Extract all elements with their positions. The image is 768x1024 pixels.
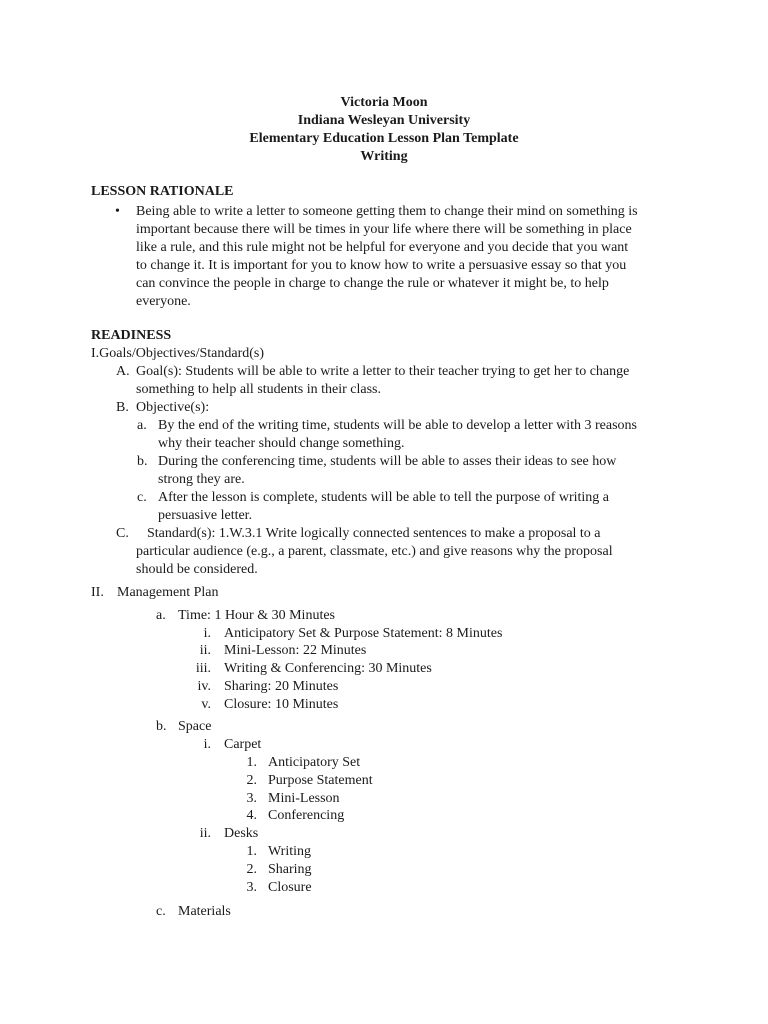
time-item-label: iv.: [197, 679, 211, 694]
objective-label: c.: [137, 490, 147, 505]
materials-label: c.: [156, 904, 166, 919]
time-label: a.: [156, 608, 166, 623]
template-title: Elementary Education Lesson Plan Template: [249, 131, 519, 146]
time-item: Closure: 10 Minutes: [224, 697, 339, 712]
goal-label: A.: [116, 364, 130, 379]
desks-item: Closure: [268, 880, 312, 895]
carpet-title: Carpet: [224, 737, 262, 752]
objective-line: By the end of the writing time, students will be able to develop a letter with 3 reasons: [158, 418, 638, 433]
carpet-item-label: 1.: [246, 755, 257, 770]
rationale-line: to change it. It is important for you to know how to write a persuasive essay so that you: [136, 258, 627, 273]
management-title: Management Plan: [117, 585, 219, 600]
rationale-line: important because there will be times in your life where there will be something in place: [136, 222, 632, 237]
rationale-bullet: •: [115, 204, 120, 219]
objective-label: a.: [137, 418, 147, 433]
time-item-label: ii.: [199, 643, 211, 658]
subject-title: Writing: [360, 149, 408, 164]
carpet-item: Purpose Statement: [268, 773, 373, 788]
time-item: Mini-Lesson: 22 Minutes: [224, 643, 367, 658]
goals-section-title: I.Goals/Objectives/Standard(s): [91, 346, 265, 361]
rationale-line: like a rule, and this rule might not be helpful for everyone and you decide that you want: [136, 240, 629, 255]
desks-item: Writing: [268, 844, 311, 859]
objective-line: why their teacher should change something.: [158, 436, 405, 451]
objective-line: After the lesson is complete, students will be able to tell the purpose of writing a: [158, 490, 610, 505]
desks-item-label: 2.: [246, 862, 257, 877]
carpet-item: Conferencing: [268, 808, 345, 823]
materials-title: Materials: [178, 904, 231, 919]
desks-title: Desks: [224, 826, 259, 841]
carpet-item: Mini-Lesson: [268, 791, 340, 806]
time-item: Sharing: 20 Minutes: [224, 679, 339, 694]
desks-item: Sharing: [268, 862, 312, 877]
objective-line: strong they are.: [158, 472, 245, 487]
standard-label: C.: [116, 526, 129, 541]
objective-line: persuasive letter.: [158, 508, 253, 523]
time-item-label: iii.: [195, 661, 211, 676]
desks-label: ii.: [199, 826, 211, 841]
desks-item-label: 1.: [246, 844, 257, 859]
rationale-heading: LESSON RATIONALE: [91, 184, 234, 199]
carpet-item-label: 3.: [246, 791, 257, 806]
standard-line: particular audience (e.g., a parent, classmate, etc.) and give reasons why the proposal: [136, 544, 613, 559]
objective-label: b.: [137, 454, 148, 469]
goal-line: something to help all students in their class.: [136, 382, 381, 397]
objective-line: During the conferencing time, students will be able to asses their ideas to see how: [158, 454, 617, 469]
readiness-heading: READINESS: [91, 328, 172, 343]
author-name: Victoria Moon: [340, 95, 428, 110]
space-label: b.: [156, 719, 167, 734]
carpet-label: i.: [203, 737, 211, 752]
standard-line: Standard(s): 1.W.3.1 Write logically connected sentences to make a proposal to a: [147, 526, 601, 541]
time-item: Anticipatory Set & Purpose Statement: 8 Minutes: [224, 626, 503, 641]
objectives-title: Objective(s):: [136, 400, 210, 415]
university-name: Indiana Wesleyan University: [297, 113, 471, 128]
standard-line: should be considered.: [136, 562, 258, 577]
rationale-line: can convince the people in charge to change the rule or whatever it might be, to help: [136, 276, 609, 291]
time-title: Time: 1 Hour & 30 Minutes: [178, 608, 335, 623]
carpet-item-label: 4.: [246, 808, 257, 823]
carpet-item: Anticipatory Set: [268, 755, 361, 770]
goal-line: Goal(s): Students will be able to write a letter to their teacher trying to get her to change: [136, 364, 630, 379]
management-label: II.: [91, 585, 104, 600]
objectives-label: B.: [116, 400, 129, 415]
desks-item-label: 3.: [246, 880, 257, 895]
time-item-label: i.: [203, 626, 211, 641]
time-item: Writing & Conferencing: 30 Minutes: [224, 661, 432, 676]
rationale-line: everyone.: [136, 294, 191, 309]
rationale-line: Being able to write a letter to someone getting them to change their mind on something is: [136, 204, 638, 219]
space-title: Space: [178, 719, 212, 734]
time-item-label: v.: [201, 697, 211, 712]
carpet-item-label: 2.: [246, 773, 257, 788]
